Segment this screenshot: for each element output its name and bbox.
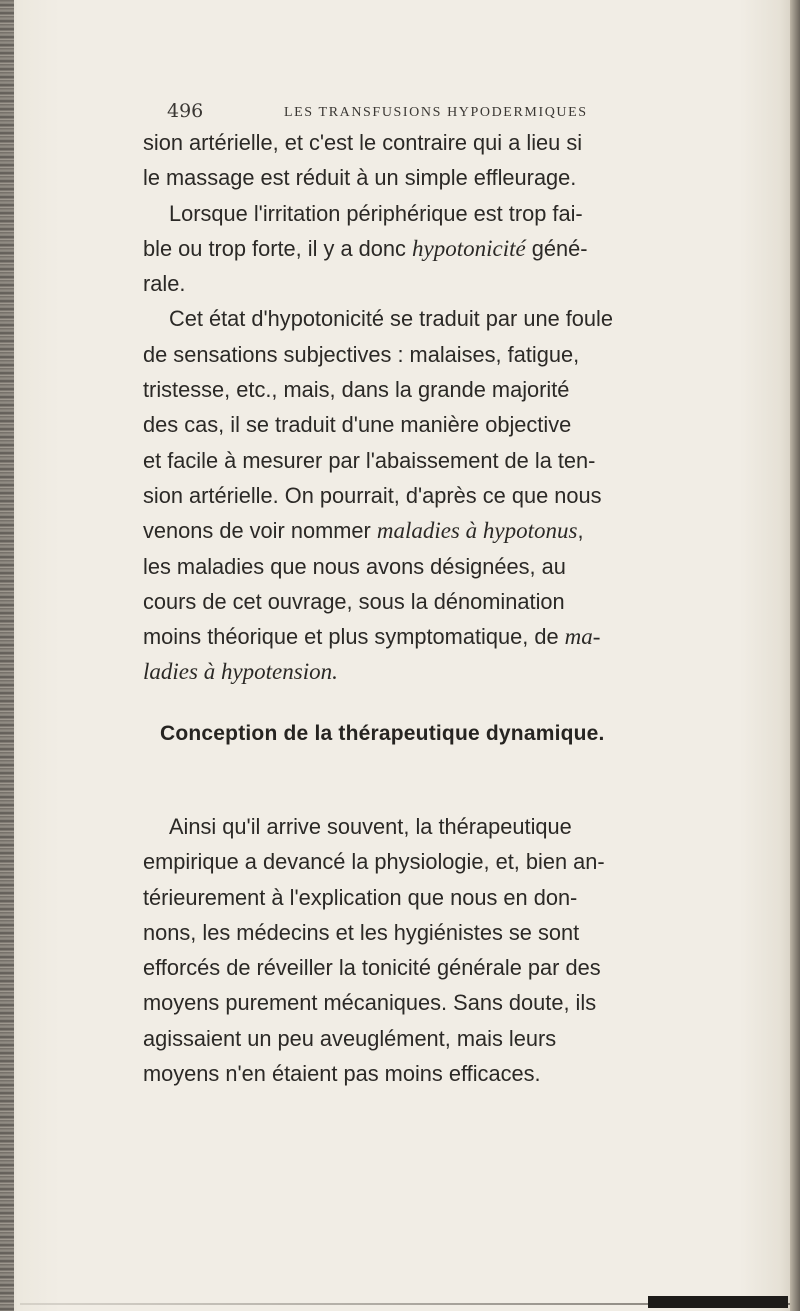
text-line: moins théorique et plus symptomatique, de ma- — [143, 619, 708, 654]
text-line: Cet état d'hypotonicité se traduit par une foule — [169, 306, 614, 332]
text-line: tristesse, etc., mais, dans la grande majorité — [143, 377, 570, 403]
page-right-edge — [790, 0, 800, 1311]
text-line — [143, 654, 708, 689]
text-line: ble ou trop forte, il y a donc hypotonicité géné- — [143, 231, 708, 266]
text-line: sion artérielle. On pourrait, d'après ce que nous — [143, 482, 602, 508]
paragraph-2 — [143, 809, 708, 1091]
text-line: venons de voir nommer maladies à hypotonus , — [143, 513, 708, 548]
text-line: efforcés de réveiller la tonicité générale par des — [143, 955, 601, 981]
text-line: rale. — [143, 271, 186, 297]
text-line: nons, les médecins et les hygiénistes se sont — [143, 919, 580, 945]
page-number: 496 — [167, 100, 204, 122]
text-line: Ainsi qu'il arrive souvent, la thérapeutique — [169, 814, 572, 839]
text-line: moyens n'en étaient pas moins efficaces. — [143, 1061, 541, 1087]
text-line: empirique a devancé la physiologie, et, bien an- — [143, 849, 605, 875]
italic-term: maladies à hypotonus — [376, 518, 578, 544]
text-line: sion artérielle, et c'est le contraire qui a lieu si — [143, 130, 583, 155]
text-line: et facile à mesurer par l'abaissement de la ten- — [143, 447, 596, 473]
page-bottom-mark — [648, 1296, 788, 1308]
text-line: térieurement à l'explication que nous en don- — [143, 884, 578, 910]
text-line: les maladies que nous avons désignées, au — [143, 553, 566, 579]
text-line: moyens purement mécaniques. Sans doute, ils — [143, 990, 597, 1016]
text-line: agissaient un peu aveuglément, mais leurs — [143, 1025, 557, 1051]
text-line: le massage est réduit à un simple effleurage. — [143, 165, 577, 191]
running-head: LES TRANSFUSIONS HYPODERMIQUES — [284, 105, 588, 120]
paragraph-1 — [143, 125, 708, 690]
text-line: cours de cet ouvrage, sous la dénomination — [143, 588, 565, 614]
book-binding-edge — [0, 0, 14, 1311]
text-line: de sensations subjectives : malaises, fatigue, — [143, 341, 580, 367]
italic-term: hypotonicité — [412, 235, 526, 261]
italic-term: ladies à hypotension. — [143, 659, 338, 685]
page-header — [167, 100, 727, 128]
italic-term: ma- — [564, 624, 601, 650]
section-heading: Conception de la thérapeutique dynamique. — [160, 722, 605, 745]
text-line: Lorsque l'irritation périphérique est trop fai- — [169, 200, 583, 226]
text-line: des cas, il se traduit d'une manière objective — [143, 412, 572, 438]
